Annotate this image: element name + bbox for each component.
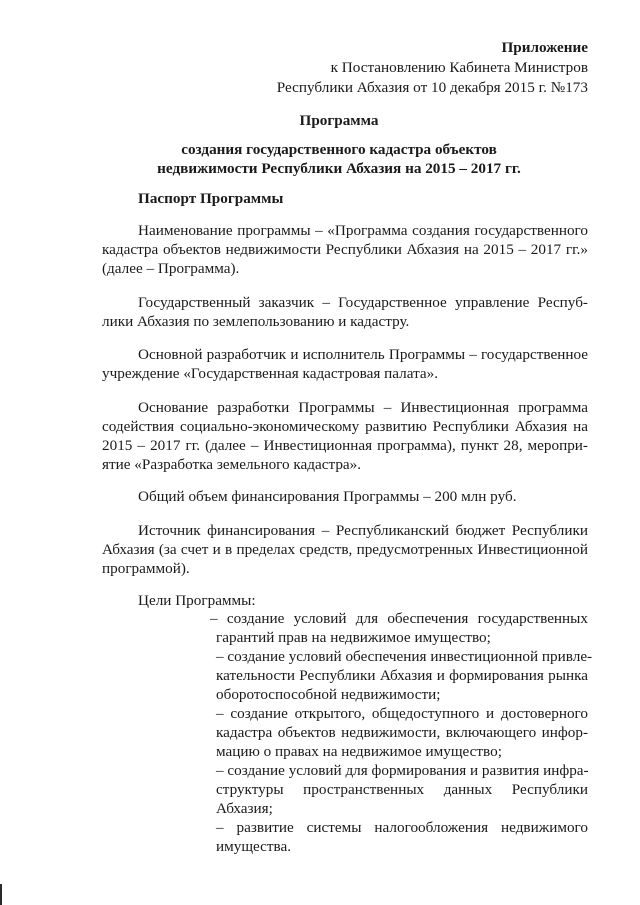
goal-5-line-2: имущества. <box>216 838 292 855</box>
naming-line-3: (далее – Программа). <box>102 260 240 277</box>
funding-source-line-1: Источник финансирования – Республиканский бюджет Республики <box>138 522 588 539</box>
goal-4-line-3: Абхазия; <box>216 800 273 817</box>
goal-1-line-1: – создание условий для обеспечения государственных <box>210 610 588 627</box>
goals-label: Цели Программы: <box>138 592 256 609</box>
program-subtitle-line-1: создания государственного кадастра объектов <box>181 141 497 158</box>
appendix-line-2: к Постановлению Кабинета Министров <box>330 59 588 76</box>
goal-3-line-1: – создание открытого, общедоступного и достоверного <box>216 705 588 722</box>
goal-4-line-2: структуры пространственных данных Республики <box>216 781 588 798</box>
customer-line-1: Государственный заказчик – Государственное управление Респуб- <box>138 294 588 311</box>
goal-2-line-2: кательности Республики Абхазия и формирования рынка <box>216 667 588 684</box>
naming-line-1: Наименование программы – «Программа создания государственного <box>138 222 588 239</box>
funding-source-line-3: программой). <box>102 560 190 577</box>
program-title: Программа <box>299 112 379 129</box>
appendix-title: Приложение <box>501 39 588 56</box>
customer-line-2: лики Абхазия по землепользованию и кадастру. <box>102 313 410 330</box>
developer-line-2: учреждение «Государственная кадастровая палата». <box>102 365 439 382</box>
basis-line-4: ятие «Разработка земельного кадастра». <box>102 456 362 473</box>
goal-4-line-1: – создание условий для формирования и развития инфра- <box>216 762 589 779</box>
naming-line-2: кадастра объектов недвижимости Республики Абхазия на 2015 – 2017 гг.» <box>102 241 588 258</box>
program-subtitle-line-2: недвижимости Республики Абхазия на 2015 – 2017 гг. <box>157 160 521 177</box>
goal-2-line-3: оборотоспособной недвижимости; <box>216 686 441 703</box>
funding-source-line-2: Абхазия (за счет и в пределах средств, предусмотренных Инвестиционной <box>102 541 588 558</box>
goal-1-line-2: гарантий прав на недвижимое имущество; <box>216 629 491 646</box>
goal-2-line-1: – создание условий обеспечения инвестиционной привле- <box>216 648 593 665</box>
goal-3-line-2: кадастра объектов недвижимости, включающего инфор- <box>216 724 588 741</box>
basis-line-2: содействия социально-экономическому развитию Республики Абхазия на <box>102 418 588 435</box>
goal-5-line-1: – развитие системы налогообложения недвижимого <box>216 819 588 836</box>
developer-line-1: Основной разработчик и исполнитель Программы – государственное <box>138 346 588 363</box>
appendix-line-3: Республики Абхазия от 10 декабря 2015 г. №173 <box>276 79 588 96</box>
goal-3-line-3: мацию о правах на недвижимое имущество; <box>216 743 502 760</box>
basis-line-3: 2015 – 2017 гг. (далее – Инвестиционная программа), пункт 28, меропри- <box>102 437 588 454</box>
scan-edge-mark <box>0 884 2 905</box>
funding-total: Общий объем финансирования Программы – 200 млн руб. <box>138 488 517 505</box>
basis-line-1: Основание разработки Программы – Инвестиционная программа <box>138 399 588 416</box>
passport-heading: Паспорт Программы <box>138 190 284 207</box>
